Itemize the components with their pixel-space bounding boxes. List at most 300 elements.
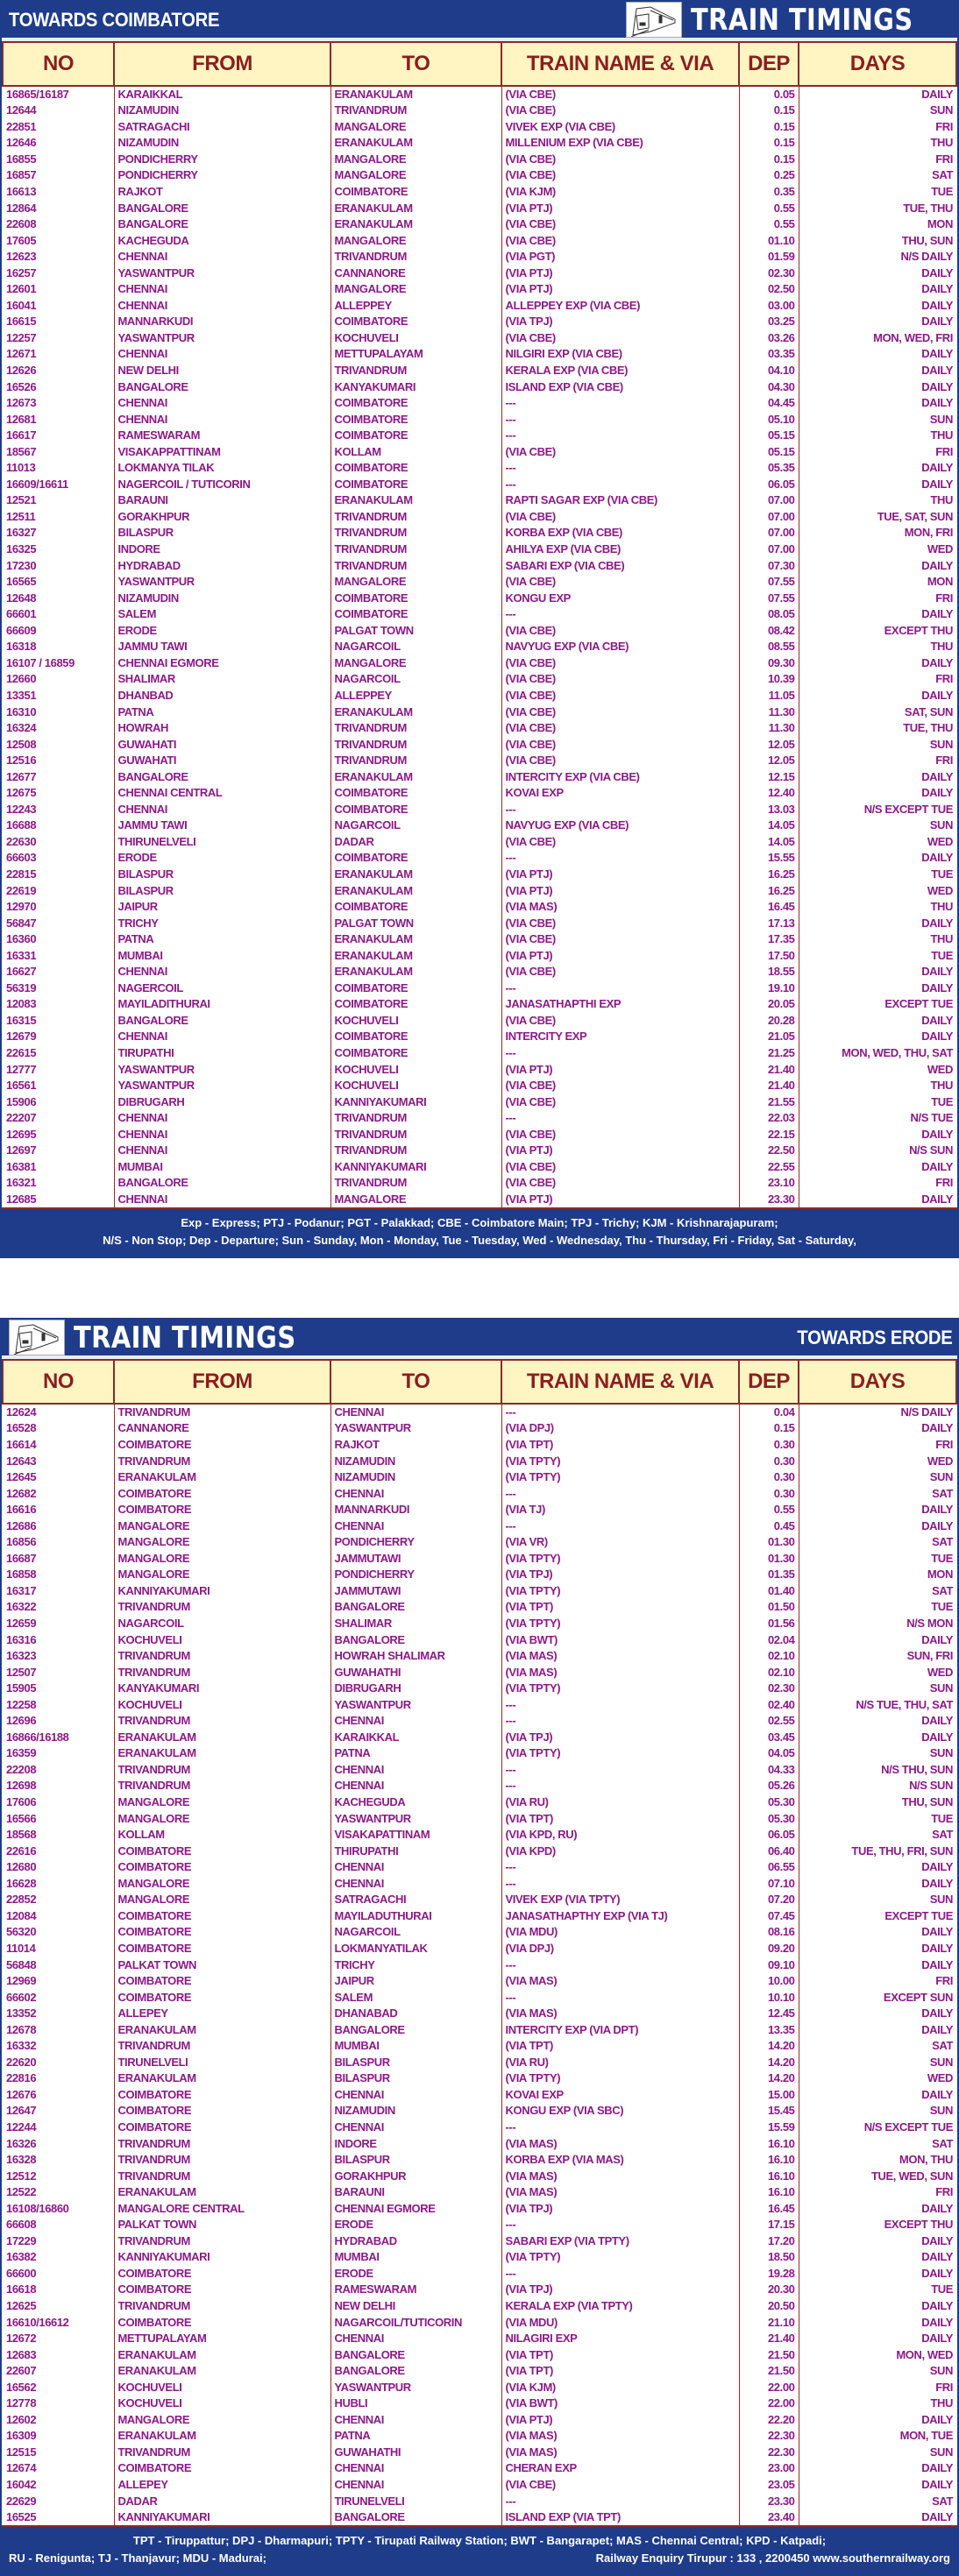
cell-dep: 13.03: [739, 802, 799, 818]
cell-days: DAILY: [799, 557, 956, 574]
cell-from: COIMBATORE: [114, 2087, 330, 2104]
cell-days: DAILY: [799, 2460, 956, 2477]
cell-train: ---: [501, 477, 739, 493]
cell-no: 16359: [3, 1745, 114, 1762]
cell-dep: 04.10: [739, 363, 799, 379]
cell-from: COIMBATORE: [114, 2282, 330, 2298]
cell-to: MANGALORE: [330, 1192, 501, 1208]
cell-dep: 15.59: [739, 2120, 799, 2136]
cell-no: 16866/16188: [3, 1730, 114, 1746]
cell-dep: 03.45: [739, 1730, 799, 1746]
cell-dep: 08.05: [739, 606, 799, 623]
cell-to: DADAR: [330, 834, 501, 851]
cell-from: KARAIKKAL: [114, 86, 330, 103]
cell-days: DAILY: [799, 785, 956, 802]
cell-to: VISAKAPATTINAM: [330, 1827, 501, 1844]
cell-dep: 05.10: [739, 411, 799, 428]
cell-no: 12648: [3, 590, 114, 606]
cell-dep: 12.40: [739, 785, 799, 802]
cell-days: SUN: [799, 1892, 956, 1908]
cell-no: 12671: [3, 346, 114, 363]
cell-from: VISAKAPPATTINAM: [114, 443, 330, 460]
cell-from: MANGALORE: [114, 1567, 330, 1583]
table-row: [3, 541, 956, 558]
cell-no: 12678: [3, 2021, 114, 2038]
cell-dep: 06.55: [739, 1859, 799, 1876]
cell-to: PONDICHERRY: [330, 1534, 501, 1551]
cell-no: 22608: [3, 216, 114, 233]
cell-to: COIMBATORE: [330, 980, 501, 997]
cell-train: NAVYUG EXP (VIA CBE): [501, 817, 739, 834]
table-row: [3, 379, 956, 395]
cell-no: 22629: [3, 2493, 114, 2509]
table-row: [3, 655, 956, 672]
cell-train: (VIA PTJ): [501, 200, 739, 216]
cell-no: 16108/16860: [3, 2200, 114, 2217]
cell-to: KANYAKUMARI: [330, 379, 501, 395]
cell-from: SATRAGACHI: [114, 119, 330, 136]
table-row: [3, 1159, 956, 1176]
cell-no: 17229: [3, 2233, 114, 2250]
cell-from: TRIVANDRUM: [114, 1453, 330, 1469]
table-row: [3, 1437, 956, 1454]
cell-to: LOKMANYATILAK: [330, 1941, 501, 1957]
cell-from: TRIVANDRUM: [114, 1404, 330, 1420]
cell-train: (VIA MAS): [501, 1664, 739, 1681]
table-row: [3, 1420, 956, 1437]
cell-train: (VIA PTJ): [501, 265, 739, 281]
cell-from: CHENNAI: [114, 395, 330, 412]
cell-train: (VIA CBE): [501, 753, 739, 769]
cell-no: 22616: [3, 1843, 114, 1859]
cell-dep: 16.25: [739, 867, 799, 883]
cell-to: KANNIYAKUMARI: [330, 1159, 501, 1176]
cell-dep: 16.25: [739, 882, 799, 899]
cell-no: 22207: [3, 1110, 114, 1127]
cell-train: (VIA MDU): [501, 2314, 739, 2331]
cell-no: 12521: [3, 492, 114, 509]
cell-dep: 0.55: [739, 216, 799, 233]
table-row: [3, 704, 956, 720]
cell-to: CHENNAI EGMORE: [330, 2200, 501, 2217]
table-row: [3, 1567, 956, 1583]
cell-train: (VIA MAS): [501, 2006, 739, 2022]
table-row: [3, 152, 956, 168]
cell-from: COIMBATORE: [114, 1973, 330, 1990]
cell-dep: 0.15: [739, 1420, 799, 1437]
cell-no: 22630: [3, 834, 114, 851]
cell-to: ERANAKULAM: [330, 216, 501, 233]
cell-dep: 22.20: [739, 2412, 799, 2429]
cell-to: BANGALORE: [330, 2509, 501, 2526]
cell-to: NAGARCOIL/TUTICORIN: [330, 2314, 501, 2331]
cell-dep: 0.30: [739, 1469, 799, 1486]
cell-no: 16382: [3, 2249, 114, 2266]
cell-days: TUE: [799, 867, 956, 883]
cell-to: ERANAKULAM: [330, 947, 501, 964]
cell-days: DAILY: [799, 1713, 956, 1730]
cell-no: 12602: [3, 2412, 114, 2429]
cell-train: (VIA TPTY): [501, 2249, 739, 2266]
cell-no: 16628: [3, 1876, 114, 1893]
cell-from: CHENNAI: [114, 411, 330, 428]
cell-from: NAGARCOIL: [114, 1616, 330, 1632]
cell-from: PATNA: [114, 704, 330, 720]
cell-dep: 16.45: [739, 899, 799, 916]
cell-days: SAT: [799, 1827, 956, 1844]
cell-from: COIMBATORE: [114, 1924, 330, 1941]
cell-to: CHENNAI: [330, 2460, 501, 2477]
cell-train: ISLAND EXP (VIA TPT): [501, 2509, 739, 2526]
cell-days: THU: [799, 135, 956, 152]
cell-no: 15906: [3, 1093, 114, 1110]
cell-to: BANGALORE: [330, 2363, 501, 2380]
cell-to: KOLLAM: [330, 443, 501, 460]
cell-to: BANGALORE: [330, 1631, 501, 1648]
col-header-no: NO: [3, 1360, 114, 1404]
cell-days: DAILY: [799, 964, 956, 980]
cell-train: NILGIRI EXP (VIA CBE): [501, 346, 739, 363]
cell-train: (VIA CBE): [501, 688, 739, 704]
cell-days: N/S EXCEPT TUE: [799, 2120, 956, 2136]
cell-from: ERANAKULAM: [114, 1730, 330, 1746]
cell-dep: 0.30: [739, 1453, 799, 1469]
cell-dep: 0.55: [739, 1502, 799, 1518]
table-row: [3, 2331, 956, 2347]
cell-days: WED: [799, 1061, 956, 1078]
table-row: [3, 395, 956, 412]
cell-from: GUWAHATI: [114, 736, 330, 753]
cell-from: TRIVANDRUM: [114, 2445, 330, 2461]
table-row: [3, 1843, 956, 1859]
cell-no: 17606: [3, 1794, 114, 1811]
cell-days: DAILY: [799, 460, 956, 477]
cell-dep: 17.15: [739, 2217, 799, 2233]
cell-days: TUE, THU: [799, 720, 956, 737]
cell-no: 16331: [3, 947, 114, 964]
cell-to: COIMBATORE: [330, 314, 501, 330]
cell-to: CHENNAI: [330, 2120, 501, 2136]
cell-no: 16318: [3, 639, 114, 655]
cell-train: VIVEK EXP (VIA TPTY): [501, 1892, 739, 1908]
cell-from: JAMMU TAWI: [114, 639, 330, 655]
table-row: [3, 265, 956, 281]
table-row: [3, 1078, 956, 1094]
column-header-row: [3, 42, 956, 86]
cell-days: WED: [799, 834, 956, 851]
cell-train: (VIA TPTY): [501, 1469, 739, 1486]
cell-from: ERANAKULAM: [114, 2021, 330, 2038]
cell-dep: 01.30: [739, 1534, 799, 1551]
table-row: [3, 2120, 956, 2136]
cell-to: COIMBATORE: [330, 606, 501, 623]
table-row: [3, 477, 956, 493]
cell-no: 16360: [3, 931, 114, 948]
cell-days: TUE, SAT, SUN: [799, 509, 956, 526]
cell-to: TRIVANDRUM: [330, 509, 501, 526]
cell-dep: 19.28: [739, 2266, 799, 2282]
cell-days: DAILY: [799, 477, 956, 493]
cell-from: KANNIYAKUMARI: [114, 2509, 330, 2526]
cell-no: 13352: [3, 2006, 114, 2022]
cell-train: INTERCITY EXP (VIA CBE): [501, 768, 739, 785]
brand: [9, 1320, 335, 1355]
table-row: [3, 363, 956, 379]
cell-days: EXCEPT TUE: [799, 1908, 956, 1925]
cell-no: 16107 / 16859: [3, 655, 114, 672]
cell-days: EXCEPT SUN: [799, 1989, 956, 2006]
cell-to: RAMESWARAM: [330, 2282, 501, 2298]
table-row: [3, 2021, 956, 2038]
cell-to: TRIVANDRUM: [330, 753, 501, 769]
cell-train: (VIA TPTY): [501, 2070, 739, 2087]
table-row: [3, 2346, 956, 2363]
cell-days: DAILY: [799, 1957, 956, 1973]
table-row: [3, 1616, 956, 1632]
cell-from: TRIVANDRUM: [114, 1648, 330, 1665]
col-header-to: TO: [330, 1360, 501, 1404]
cell-no: 16627: [3, 964, 114, 980]
cell-days: DAILY: [799, 2412, 956, 2429]
table-row: [3, 1045, 956, 1062]
cell-no: 16614: [3, 1437, 114, 1454]
cell-to: ALLEPPEY: [330, 298, 501, 315]
cell-from: COIMBATORE: [114, 2266, 330, 2282]
cell-dep: 06.40: [739, 1843, 799, 1859]
cell-from: JAMMU TAWI: [114, 817, 330, 834]
cell-dep: 11.30: [739, 720, 799, 737]
table-row: [3, 1013, 956, 1030]
table-row: [3, 2249, 956, 2266]
cell-dep: 0.15: [739, 119, 799, 136]
cell-days: N/S EXCEPT TUE: [799, 802, 956, 818]
cell-days: DAILY: [799, 1029, 956, 1045]
cell-no: 17230: [3, 557, 114, 574]
cell-train: ---: [501, 980, 739, 997]
cell-from: MANNARKUDI: [114, 314, 330, 330]
cell-days: MON: [799, 574, 956, 591]
cell-no: 12522: [3, 2184, 114, 2201]
cell-from: CHENNAI: [114, 281, 330, 298]
cell-train: (VIA PTJ): [501, 1061, 739, 1078]
cell-no: 12697: [3, 1143, 114, 1159]
cell-dep: 23.10: [739, 1175, 799, 1192]
cell-days: N/S SUN: [799, 1778, 956, 1794]
table-row: [3, 2379, 956, 2396]
table-row: [3, 314, 956, 330]
cell-no: 66609: [3, 623, 114, 640]
col-header-from: FROM: [114, 1360, 330, 1404]
cell-dep: 02.30: [739, 265, 799, 281]
cell-no: 16688: [3, 817, 114, 834]
direction-title: TOWARDS ERODE: [796, 1326, 952, 1348]
cell-no: 16321: [3, 1175, 114, 1192]
cell-from: TRIVANDRUM: [114, 2135, 330, 2152]
cell-days: DAILY: [799, 1924, 956, 1941]
cell-dep: 05.26: [739, 1778, 799, 1794]
cell-to: ERANAKULAM: [330, 931, 501, 948]
table-row: [3, 1110, 956, 1127]
cell-no: 12643: [3, 1453, 114, 1469]
table-row: [3, 1648, 956, 1665]
table-row: [3, 135, 956, 152]
cell-no: 12623: [3, 249, 114, 265]
cell-days: WED: [799, 2070, 956, 2087]
col-header-days: DAYS: [799, 1360, 956, 1404]
cell-days: DAILY: [799, 1876, 956, 1893]
cell-from: MANGALORE: [114, 1551, 330, 1568]
cell-dep: 10.00: [739, 1973, 799, 1990]
cell-days: FRI: [799, 2184, 956, 2201]
cell-from: ERANAKULAM: [114, 1745, 330, 1762]
cell-dep: 03.25: [739, 314, 799, 330]
cell-to: ERANAKULAM: [330, 86, 501, 103]
table-row: [3, 1810, 956, 1827]
cell-train: (VIA CBE): [501, 216, 739, 233]
cell-no: 12682: [3, 1485, 114, 1502]
cell-from: KANNIYAKUMARI: [114, 1583, 330, 1600]
cell-days: SUN: [799, 2103, 956, 2120]
cell-to: ERANAKULAM: [330, 135, 501, 152]
cell-train: (VIA CBE): [501, 931, 739, 948]
cell-no: 22852: [3, 1892, 114, 1908]
table-row: [3, 768, 956, 785]
cell-days: EXCEPT TUE: [799, 996, 956, 1013]
cell-days: DAILY: [799, 1420, 956, 1437]
cell-days: THU: [799, 899, 956, 916]
col-header-train: TRAIN NAME & VIA: [501, 42, 739, 86]
cell-from: TRIVANDRUM: [114, 1664, 330, 1681]
cell-to: MANGALORE: [330, 574, 501, 591]
cell-no: 16326: [3, 2135, 114, 2152]
cell-train: (VIA TPJ): [501, 2282, 739, 2298]
cell-to: COIMBATORE: [330, 899, 501, 916]
cell-no: 12601: [3, 281, 114, 298]
cell-no: 22208: [3, 1762, 114, 1779]
cell-dep: 01.59: [739, 249, 799, 265]
cell-dep: 16.45: [739, 2200, 799, 2217]
cell-days: DAILY: [799, 2233, 956, 2250]
cell-days: DAILY: [799, 2200, 956, 2217]
cell-train: ---: [501, 1045, 739, 1062]
cell-dep: 0.55: [739, 200, 799, 216]
cell-days: DAILY: [799, 1859, 956, 1876]
cell-from: NEW DELHI: [114, 363, 330, 379]
cell-train: (VIA PGT): [501, 249, 739, 265]
cell-to: COIMBATORE: [330, 184, 501, 201]
cell-no: 56320: [3, 1924, 114, 1941]
cell-days: DAILY: [799, 1013, 956, 1030]
cell-dep: 07.45: [739, 1908, 799, 1925]
cell-train: ---: [501, 1404, 739, 1420]
cell-dep: 02.40: [739, 1696, 799, 1713]
cell-dep: 0.05: [739, 86, 799, 103]
cell-no: 11013: [3, 460, 114, 477]
cell-from: CHENNAI: [114, 1126, 330, 1143]
cell-dep: 04.05: [739, 1745, 799, 1762]
table-row: [3, 1892, 956, 1908]
cell-to: CHENNAI: [330, 2087, 501, 2104]
cell-days: MON, WED, THU, SAT: [799, 1045, 956, 1062]
cell-from: BILASPUR: [114, 525, 330, 541]
cell-days: WED: [799, 541, 956, 558]
cell-train: ALLEPPEY EXP (VIA CBE): [501, 298, 739, 315]
col-header-to: TO: [330, 42, 501, 86]
cell-from: INDORE: [114, 541, 330, 558]
cell-train: (VIA BWT): [501, 1631, 739, 1648]
cell-to: ERANAKULAM: [330, 704, 501, 720]
cell-from: MUMBAI: [114, 1159, 330, 1176]
cell-dep: 02.50: [739, 281, 799, 298]
table-row: [3, 915, 956, 931]
cell-train: (VIA KJM): [501, 184, 739, 201]
cell-from: YASWANTPUR: [114, 1078, 330, 1094]
table-row: [3, 1518, 956, 1534]
cell-from: YASWANTPUR: [114, 330, 330, 347]
cell-from: TRIVANDRUM: [114, 2038, 330, 2055]
cell-days: DAILY: [799, 2509, 956, 2526]
cell-days: SAT, SUN: [799, 704, 956, 720]
cell-days: DAILY: [799, 281, 956, 298]
cell-days: DAILY: [799, 2006, 956, 2022]
cell-train: (VIA CBE): [501, 834, 739, 851]
cell-dep: 07.00: [739, 509, 799, 526]
cell-no: 12677: [3, 768, 114, 785]
col-header-train: TRAIN NAME & VIA: [501, 1360, 739, 1404]
cell-to: CANNANORE: [330, 265, 501, 281]
cell-to: TRIVANDRUM: [330, 541, 501, 558]
cell-from: NAGERCOIL: [114, 980, 330, 997]
cell-from: KOCHUVELI: [114, 1631, 330, 1648]
cell-from: BANGALORE: [114, 1175, 330, 1192]
cell-no: 16323: [3, 1648, 114, 1665]
cell-to: DIBRUGARH: [330, 1681, 501, 1697]
cell-train: (VIA CBE): [501, 964, 739, 980]
table-row: [3, 2055, 956, 2071]
cell-dep: 21.10: [739, 2314, 799, 2331]
table-row: [3, 2266, 956, 2282]
cell-days: DAILY: [799, 2331, 956, 2347]
cell-no: 12970: [3, 899, 114, 916]
cell-train: (VIA TPJ): [501, 2200, 739, 2217]
cell-from: COIMBATORE: [114, 1908, 330, 1925]
table-row: [3, 509, 956, 526]
table-row: [3, 736, 956, 753]
cell-train: (VIA TPT): [501, 1599, 739, 1616]
cell-from: JAIPUR: [114, 899, 330, 916]
cell-no: 12680: [3, 1859, 114, 1876]
table-row: [3, 867, 956, 883]
cell-train: (VIA TPTY): [501, 1681, 739, 1697]
table-row: [3, 623, 956, 640]
cell-no: 22607: [3, 2363, 114, 2380]
cell-dep: 14.05: [739, 834, 799, 851]
cell-from: MANGALORE: [114, 1892, 330, 1908]
cell-train: (VIA TPT): [501, 2363, 739, 2380]
cell-train: KERALA EXP (VIA TPTY): [501, 2298, 739, 2315]
cell-to: PATNA: [330, 1745, 501, 1762]
cell-to: TRIVANDRUM: [330, 1126, 501, 1143]
table-row: [3, 1941, 956, 1957]
cell-days: DAILY: [799, 2266, 956, 2282]
cell-train: (VIA TPJ): [501, 1567, 739, 1583]
cell-no: 22815: [3, 867, 114, 883]
cell-to: PALGAT TOWN: [330, 915, 501, 931]
cell-train: ---: [501, 606, 739, 623]
table-row: [3, 2152, 956, 2169]
table-row: [3, 1664, 956, 1681]
cell-from: MANGALORE: [114, 1534, 330, 1551]
